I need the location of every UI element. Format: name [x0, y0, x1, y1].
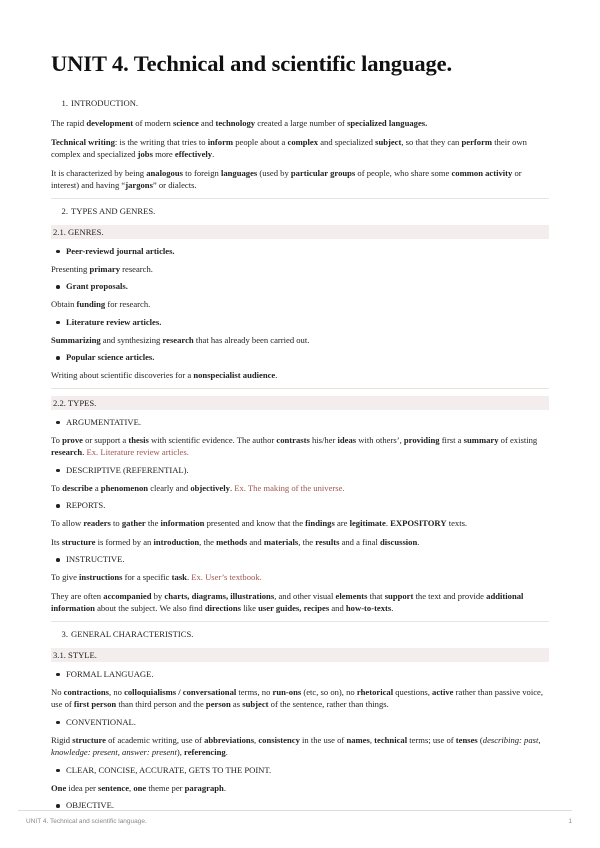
bold-term: gather [121, 518, 146, 528]
text-run: of academic writing, use of [105, 734, 205, 745]
text-run: ), [176, 747, 185, 757]
bold-term: contrasts [276, 434, 310, 445]
section-label: TYPES AND GENRES. [71, 205, 156, 216]
bold-term: findings [305, 518, 335, 528]
text-run: the text and provide [413, 590, 487, 601]
bold-term: structure [72, 734, 106, 745]
example-text: Ex. The making of the universe. [234, 482, 345, 493]
text-run: To [51, 482, 63, 493]
style-bullet-item: FORMAL LANGUAGE. [63, 669, 549, 680]
style-list [51, 669, 549, 812]
text-run: to [110, 518, 122, 528]
text-run: , [254, 734, 259, 745]
text-run: and [198, 118, 216, 128]
subsection-heading-style: 3.1. STYLE. [51, 648, 549, 662]
bold-term: support [384, 590, 414, 601]
bold-term: specialized languages. [347, 118, 428, 128]
bold-term: perform [461, 136, 493, 147]
style-bullet [51, 717, 549, 728]
text-run: , [129, 782, 134, 793]
type-bullet [51, 417, 549, 428]
text-run: ” or dialects. [152, 180, 197, 190]
text-run: are [334, 518, 350, 528]
type-bullet-item: DESCRIPTIVE (REFERENTIAL). [63, 465, 549, 476]
text-run: No [51, 686, 64, 697]
bold-term: ideas [337, 434, 357, 445]
bold-term: tenses [455, 734, 478, 745]
bold-term: how-to-texts [345, 603, 392, 613]
bold-term: jobs [137, 149, 153, 159]
text-run: . [385, 518, 391, 528]
section-number: 3. [61, 628, 68, 639]
text-run: that [367, 590, 385, 601]
section-heading-introduction [51, 98, 549, 109]
text-run: . [275, 370, 278, 380]
bold-term: rhetorical [356, 686, 394, 697]
bold-term: materials [263, 536, 299, 547]
style-description [51, 782, 549, 795]
type-bullet [51, 554, 549, 565]
bold-term: colloquialisms / conversational [124, 686, 237, 697]
bold-term: research [162, 334, 194, 345]
text-run: of the sentence, rather than things. [268, 699, 389, 709]
intro-paragraph-2 [51, 136, 549, 161]
text-run: the [145, 518, 161, 528]
bold-term: prove [62, 434, 83, 445]
text-run: with others’, [356, 434, 404, 445]
bold-term: methods [216, 536, 248, 547]
text-run: and specialized [318, 136, 376, 147]
text-run: terms, no [236, 686, 273, 697]
text-run: (etc, so on), no [301, 686, 357, 697]
text-run: , the [298, 536, 316, 547]
style-bullet-item: CONVENTIONAL. [63, 717, 549, 728]
bold-term: technical [374, 734, 408, 745]
bold-term: consistency [258, 734, 300, 745]
text-run: , no [109, 686, 125, 697]
type-description [51, 482, 549, 495]
text-run: more [152, 149, 175, 159]
bold-term: structure [61, 536, 96, 547]
text-run: terms; use of [407, 734, 456, 745]
bold-term: one [133, 782, 147, 793]
text-run: . [223, 782, 226, 793]
bold-term: jargons [125, 180, 153, 190]
text-run: Obtain [51, 299, 77, 309]
bold-term: subject [375, 136, 402, 147]
text-run: or support a [82, 434, 129, 445]
page-footer [18, 810, 572, 831]
type-bullet [51, 500, 549, 511]
text-run: . [186, 572, 192, 582]
bold-term: funding [76, 299, 106, 309]
text-run: and synthesizing [100, 334, 163, 345]
genre-bullet [51, 281, 549, 292]
text-run: (used by [257, 167, 291, 178]
bold-term: active [432, 686, 454, 697]
bold-term: information [160, 518, 205, 528]
text-run: of modern [133, 118, 173, 128]
text-run: as [230, 699, 243, 709]
style-bullet-item: CLEAR, CONCISE, ACCURATE, GETS TO THE POINT. [63, 765, 549, 776]
text-run: of people, who share some [355, 167, 452, 178]
genre-bullet [51, 317, 549, 328]
section-label: GENERAL CHARACTERISTICS. [71, 628, 194, 639]
text-run: research. [120, 263, 153, 274]
bold-term: thesis [128, 434, 149, 445]
text-run: rather than passive voice, use of [51, 686, 543, 709]
text-run: and a final [339, 536, 380, 547]
text-run: his/her [309, 434, 338, 445]
section-label: INTRODUCTION. [71, 98, 139, 108]
text-run: , and other visual [274, 590, 336, 601]
section-heading-general-characteristics [51, 629, 549, 640]
bold-term: discussion [380, 536, 418, 547]
text-run: idea per [66, 782, 99, 793]
section-divider [51, 388, 549, 389]
bold-term: paragraph [184, 782, 224, 793]
bold-term: research [51, 447, 83, 457]
text-run: and [329, 603, 346, 613]
text-run: about the subject. We also find [94, 603, 205, 613]
section-divider [51, 621, 549, 622]
bold-term: One [51, 782, 67, 793]
bold-term: development [86, 118, 134, 128]
type-description [51, 434, 549, 459]
text-run: To [51, 434, 63, 445]
genres-list [51, 246, 549, 382]
text-run: Writing about scientific discoveries for a [51, 370, 194, 380]
text-run: like [240, 603, 259, 613]
bold-term: subject [242, 699, 269, 709]
bold-term: Summarizing [51, 334, 101, 345]
text-run: , so that they can [401, 136, 462, 147]
text-run: than third person and the [116, 699, 206, 709]
page-title: UNIT 4. Technical and scientific language. [51, 51, 453, 76]
bold-term: science [172, 118, 199, 128]
bold-term: first person [73, 699, 117, 709]
text-run: To give [51, 572, 80, 582]
text-run: presented and know that the [204, 518, 306, 528]
text-run: of existing [498, 434, 538, 445]
bold-term: referencing [184, 747, 226, 757]
bold-term: user guides, recipes [258, 603, 330, 613]
section-number: 2. [61, 205, 68, 216]
genre-description [51, 369, 549, 382]
bold-term: names [346, 734, 370, 745]
genre-description [51, 298, 549, 311]
type-description [51, 536, 549, 549]
genre-description [51, 263, 549, 276]
text-run: texts. [446, 518, 468, 528]
bold-term: objectively [190, 482, 230, 493]
text-run: Its [51, 536, 62, 547]
text-run: theme per [146, 782, 185, 793]
bold-term: technology [215, 118, 256, 128]
bold-term: accompanied [103, 590, 152, 601]
bold-term: nonspecialist audience [193, 370, 276, 380]
text-run: for research. [105, 299, 151, 309]
text-run: clearly and [148, 482, 191, 493]
italic-text: describing: past, knowledge: present, answer: present [51, 734, 541, 757]
text-run: Presenting [51, 263, 90, 274]
text-run: for a specific [122, 572, 172, 582]
subsection-heading-types: 2.2. TYPES. [51, 396, 549, 410]
genre-description [51, 334, 549, 347]
example-text: Ex. Literature review articles. [86, 447, 189, 457]
type-description [51, 590, 549, 615]
footer-title: UNIT 4. Technical and scientific language. [26, 818, 147, 825]
text-run: first a [439, 434, 464, 445]
text-run: their own complex and specialized [51, 136, 527, 159]
genre-bullet-item: Popular science articles. [63, 352, 549, 363]
text-run: Rigid [51, 734, 73, 745]
text-run: to foreign [182, 167, 221, 178]
genre-bullet [51, 246, 549, 257]
bold-term: providing [403, 434, 440, 445]
bold-term: inform [207, 136, 234, 147]
text-run: They are often [51, 590, 104, 601]
text-run: is formed by an [95, 536, 154, 547]
text-run: that has already been carried out. [193, 334, 310, 345]
text-run: ( [477, 734, 483, 745]
text-run: It is characterized by being [51, 167, 147, 178]
bold-term: describe [62, 482, 93, 493]
bold-term: analogous [146, 167, 183, 178]
intro-paragraph-1 [51, 117, 549, 130]
text-run: . [417, 536, 420, 547]
text-run: questions, [393, 686, 433, 697]
text-run: or interest) and having “ [51, 167, 522, 190]
section-number: 1. [61, 98, 68, 108]
text-run: created a large number of [255, 118, 348, 128]
bold-term: additional information [51, 590, 524, 613]
genre-bullet-item: Literature review articles. [63, 317, 549, 328]
style-bullet [51, 669, 549, 680]
example-text: Ex. User’s textbook. [191, 572, 262, 582]
text-run: by [151, 590, 165, 601]
bold-term: directions [204, 603, 241, 613]
text-run: . [82, 447, 87, 457]
genre-bullet-item: Grant proposals. [63, 281, 549, 292]
intro-paragraph-3 [51, 167, 549, 192]
style-bullet-item: OBJECTIVE. [63, 800, 549, 811]
type-bullet [51, 465, 549, 476]
bold-term: effectively [174, 149, 213, 159]
bold-term: languages [220, 167, 258, 178]
type-bullet-item: INSTRUCTIVE. [63, 554, 549, 565]
bold-term: primary [89, 263, 120, 274]
bold-term: EXPOSITORY [390, 518, 447, 528]
text-run: a [92, 482, 101, 493]
genre-bullet [51, 352, 549, 363]
type-bullet-item: ARGUMENTATIVE. [63, 417, 549, 428]
bold-term: complex [287, 136, 319, 147]
genre-bullet-item: Peer-reviewd journal articles. [63, 246, 549, 257]
bold-term: introduction [153, 536, 200, 547]
text-run: . [229, 482, 235, 493]
text-run: The rapid [51, 118, 87, 128]
text-run: : is the writing that tries to [114, 136, 208, 147]
bold-term: readers [83, 518, 111, 528]
bold-term: contractions [63, 686, 110, 697]
text-run: , the [199, 536, 217, 547]
style-description [51, 734, 549, 759]
text-run: . [225, 747, 228, 757]
bold-term: sentence [98, 782, 130, 793]
type-bullet-item: REPORTS. [63, 500, 549, 511]
bold-term: legitimate [349, 518, 386, 528]
text-run: in the use of [299, 734, 347, 745]
text-run: To allow [51, 518, 84, 528]
page-number: 1 [568, 818, 572, 825]
bold-term: task [171, 572, 187, 582]
style-description [51, 686, 549, 711]
types-list [51, 417, 549, 615]
text-run: . [391, 603, 394, 613]
text-run: and [247, 536, 264, 547]
bold-term: abbreviations [204, 734, 255, 745]
subsection-heading-genres: 2.1. GENRES. [51, 225, 549, 239]
section-heading-types-and-genres [51, 206, 549, 217]
style-bullet [51, 765, 549, 776]
bold-term: Technical writing [51, 136, 115, 147]
bold-term: elements [335, 590, 368, 601]
document-page [51, 50, 549, 817]
type-description [51, 517, 549, 530]
bold-term: common activity [451, 167, 513, 178]
section-divider [51, 198, 549, 199]
text-run: with scientific evidence. The author [148, 434, 277, 445]
bold-term: charts, diagrams, illustrations [164, 590, 275, 601]
text-run: . [212, 149, 215, 159]
bold-term: summary [463, 434, 499, 445]
bold-term: instructions [79, 572, 123, 582]
bold-term: phenomenon [100, 482, 149, 493]
text-run: , [369, 734, 375, 745]
bold-term: particular groups [290, 167, 356, 178]
text-run: people about a [233, 136, 288, 147]
bold-term: person [205, 699, 231, 709]
bold-term: run-ons [272, 686, 302, 697]
bold-term: results [315, 536, 340, 547]
type-description [51, 571, 549, 584]
